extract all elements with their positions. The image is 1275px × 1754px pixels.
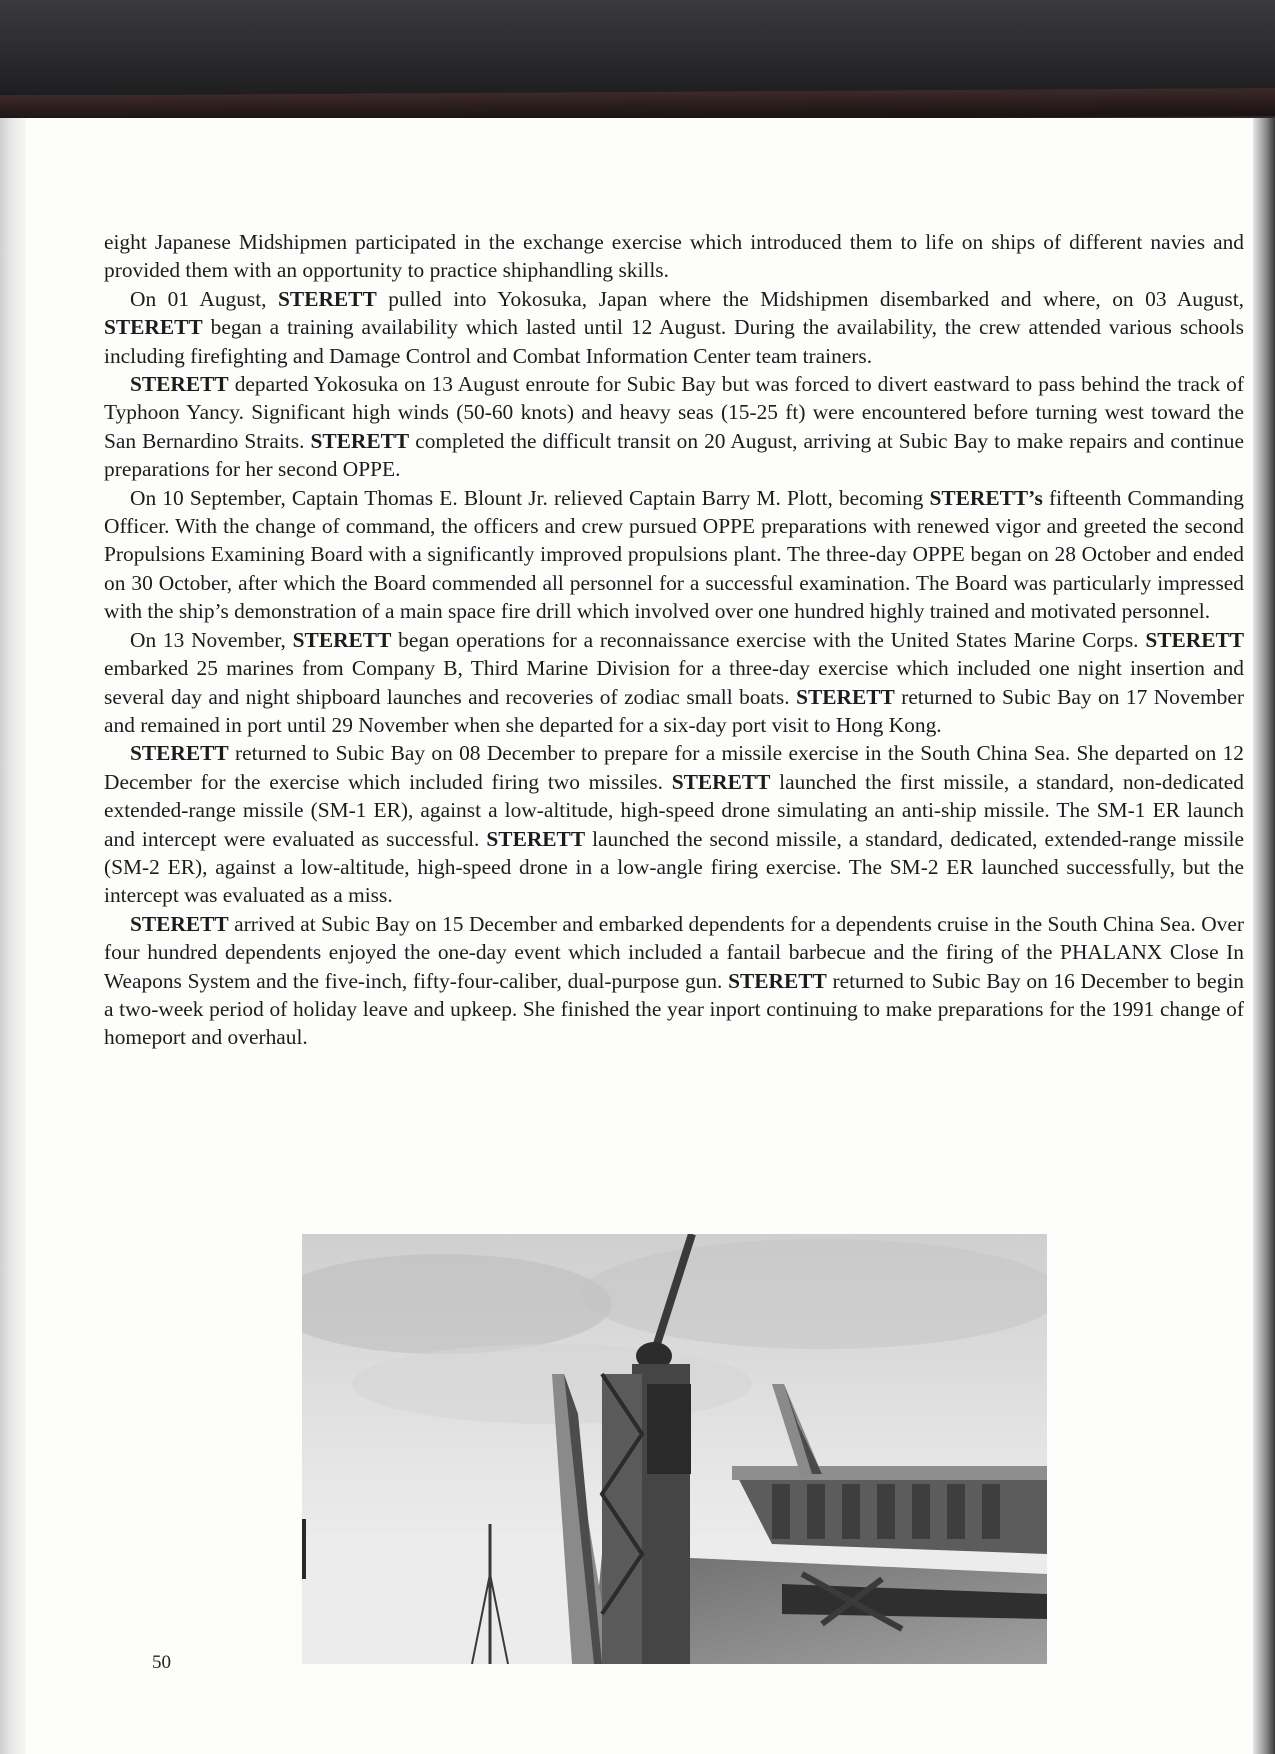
text-segment: launched the first missile, a standard, non-dedicated extended-range missile (SM-1 ER), against a low-altitude, high-speed drone simulating an anti-ship missile. The SM-1 ER launch and intercept were evaluated as successful. [104, 769, 1244, 851]
text-segment: began operations for a reconnaissance exercise with the United States Marine Corps. [391, 627, 1146, 652]
ship-name: STERETT’s [929, 485, 1043, 510]
text-segment: On 10 September, Captain Thomas E. Blount Jr. relieved Captain Barry M. Plott, becoming [130, 485, 930, 510]
ship-name: STERETT [130, 372, 229, 397]
ship-name: STERETT [796, 684, 895, 709]
text-segment: arrived at Subic Bay on 15 December and embarked dependents for a dependents cruise in the South China Sea. Over four hundred dependents enjoyed the one-day event which included a fantail barbecue and the firing of the PHALANX Close In Weapons System and the five-inch, fifty-four-caliber, dual-purpose gun. [104, 911, 1244, 993]
text-segment: completed the difficult transit on 20 August, arriving at Subic Bay to make repairs and continue preparations for her second OPPE. [104, 428, 1244, 482]
ship-name: STERETT [104, 315, 203, 340]
text-segment: On 01 August, [130, 286, 279, 311]
text-segment: embarked 25 marines from Company B, Third Marine Division for a three-day exercise which included one night insertion and several day and night shipboard launches and recoveries of zodiac small boats. [104, 656, 1244, 709]
page-left-margin-shadow [0, 118, 26, 1754]
paragraph [104, 626, 1244, 740]
ship-name: STERETT [486, 826, 586, 851]
page-right-edge-shadow [1253, 118, 1275, 1754]
ship-name: STERETT [1145, 627, 1244, 652]
ship-name: STERETT [671, 769, 771, 794]
ship-missile-launcher-photo [302, 1234, 1047, 1664]
paragraph [104, 484, 1244, 626]
page-number: 50 [152, 1652, 171, 1673]
ship-name: STERETT [130, 741, 229, 766]
ship-name: STERETT [292, 627, 392, 652]
text-segment: pulled into Yokosuka, Japan where the Midshipmen disembarked and where, on 03 August, [376, 286, 1244, 311]
paragraph [104, 910, 1244, 1052]
text-segment: launched the second missile, a standard, dedicated, extended-range missile (SM-2 ER), against a low-altitude, high-speed drone in a low-angle firing exercise. The SM-2 ER launched successfully, but the intercept was evaluated as a miss. [104, 826, 1244, 908]
paragraph [104, 370, 1244, 484]
text-segment: eight Japanese Midshipmen participated in the exchange exercise which introduced them to life on ships of different navies and provided them with an opportunity to practice shiphandling skills. [104, 230, 1244, 283]
paragraph [104, 228, 1244, 285]
ship-name: STERETT [310, 428, 410, 453]
body-text [104, 228, 1244, 1052]
scanner-background [0, 0, 1275, 95]
text-segment: returned to Subic Bay on 08 December to prepare for a missile exercise in the South China Sea. She departed on 12 December for the exercise which included firing two missiles. [104, 741, 1244, 794]
ship-name: STERETT [728, 968, 827, 993]
text-segment: returned to Subic Bay on 17 November and remained in port until 29 November when she departed for a six-day port visit to Hong Kong. [104, 684, 1244, 737]
text-segment: departed Yokosuka on 13 August enroute for Subic Bay but was forced to divert eastward to pass behind the track of Typhoon Yancy. Significant high winds (50-60 knots) and heavy seas (15-25 ft) were encountered before turning west toward the San Bernardino Straits. [104, 372, 1244, 453]
paragraph [104, 739, 1244, 909]
text-segment: began a training availability which lasted until 12 August. During the availability, the crew attended various schools including firefighting and Damage Control and Combat Information Center team trainers. [104, 315, 1244, 368]
ship-name: STERETT [130, 911, 229, 936]
paragraph [104, 285, 1244, 370]
text-segment: On 13 November, [130, 627, 293, 652]
ship-name: STERETT [278, 286, 377, 311]
text-segment: returned to Subic Bay on 16 December to begin a two-week period of holiday leave and upkeep. She finished the year inport continuing to make preparations for the 1991 change of homeport and overhaul. [104, 968, 1244, 1050]
text-segment: fifteenth Commanding Officer. With the change of command, the officers and crew pursued OPPE preparations with renewed vigor and greeted the second Propulsions Examining Board with a significantly improved propulsions plant. The three-day OPPE began on 28 October and ended on 30 October, after which the Board commended all personnel for a successful examination. The Board was particularly impressed with the ship’s demonstration of a main space fire drill which involved over one hundred highly trained and motivated personnel. [104, 485, 1244, 624]
